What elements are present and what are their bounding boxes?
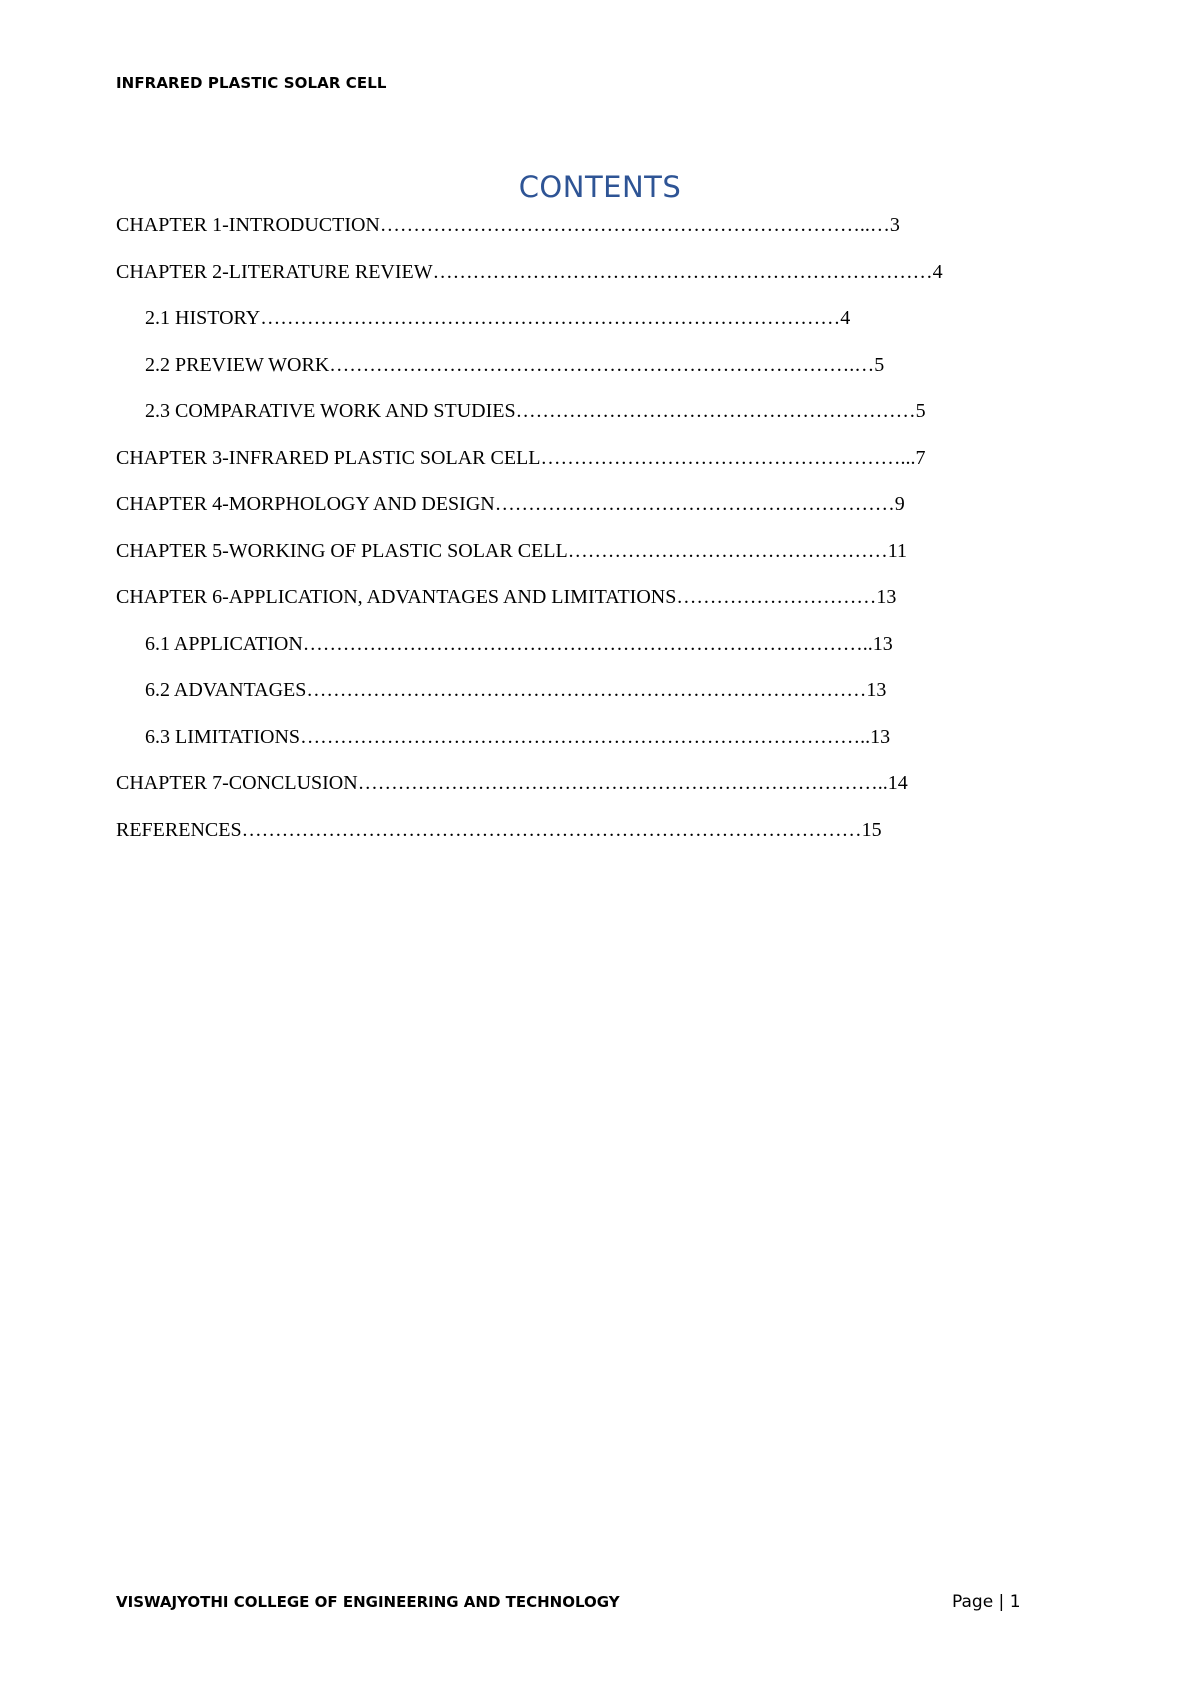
toc-entry-label: CHAPTER 5-WORKING OF PLASTIC SOLAR CELL <box>116 539 568 562</box>
toc-page-number: 4 <box>840 307 851 329</box>
contents-heading: CONTENTS <box>518 170 682 204</box>
toc-page-number: 9 <box>894 493 905 515</box>
toc-page-number: 13 <box>870 725 891 748</box>
toc-page-number: 13 <box>876 586 897 608</box>
toc-leader-dots: ………………………………………………... <box>540 446 916 469</box>
toc-leader-dots: …………………………………………………………………………… <box>260 307 841 329</box>
toc-leader-dots: …………………………………………………… <box>515 400 916 422</box>
toc-entry-label: CHAPTER 4-MORPHOLOGY AND DESIGN <box>116 493 495 515</box>
toc-page-number: 4 <box>932 260 943 283</box>
toc-entry-2-2[interactable] <box>116 350 1076 397</box>
toc-entry-label: REFERENCES <box>116 818 242 841</box>
footer-page-number: Page | 1 <box>952 1592 1021 1612</box>
toc-entry-label: 6.1 APPLICATION <box>145 632 303 655</box>
toc-entry-label: 6.2 ADVANTAGES <box>145 679 307 701</box>
toc-entry-label: CHAPTER 1-INTRODUCTION <box>116 214 380 236</box>
toc-page-number: 15 <box>861 818 882 841</box>
toc-page-number: 7 <box>915 446 926 469</box>
toc-entry-label: CHAPTER 3-INFRARED PLASTIC SOLAR CELL <box>116 446 541 469</box>
footer-institution: VISWAJYOTHI COLLEGE OF ENGINEERING AND TECHNOLOGY <box>116 1593 620 1611</box>
toc-page-number: 5 <box>915 400 926 422</box>
toc-entry-label: CHAPTER 2-LITERATURE REVIEW <box>116 260 433 283</box>
toc-entry-chapter-7[interactable] <box>116 768 1076 815</box>
toc-page-number: 11 <box>887 539 907 562</box>
toc-entry-6-2[interactable] <box>116 675 1076 722</box>
toc-entry-label: CHAPTER 6-APPLICATION, ADVANTAGES AND LIMITATIONS <box>116 586 677 608</box>
toc-entry-chapter-4[interactable] <box>116 489 1076 536</box>
running-header: INFRARED PLASTIC SOLAR CELL <box>116 74 387 92</box>
toc-leader-dots: …………………………………………………………………….… <box>329 353 875 376</box>
toc-entry-6-1[interactable] <box>116 629 1076 676</box>
toc-entry-chapter-5[interactable] <box>116 536 1076 583</box>
toc-leader-dots: …………………………………………………………………….. <box>357 772 888 794</box>
toc-entry-label: 2.2 PREVIEW WORK <box>145 353 330 376</box>
toc-entry-label: 2.3 COMPARATIVE WORK AND STUDIES <box>145 400 516 422</box>
toc-leader-dots: ………………………………………………………………………….. <box>302 632 873 655</box>
toc-entry-label: CHAPTER 7-CONCLUSION <box>116 772 358 794</box>
toc-page-number: 13 <box>866 679 887 701</box>
toc-leader-dots: ………………………………………………………………………………… <box>241 818 862 841</box>
toc-leader-dots: ………………………………………………………………… <box>432 260 933 283</box>
toc-entry-label: 6.3 LIMITATIONS <box>145 725 301 748</box>
toc-entry-references[interactable] <box>116 815 1076 862</box>
toc-leader-dots: ………………………………………………………………..… <box>379 214 890 236</box>
toc-entry-6-3[interactable] <box>116 722 1076 769</box>
toc-entry-chapter-3[interactable] <box>116 443 1076 490</box>
toc-leader-dots: ………………………………………………………………………….. <box>300 725 871 748</box>
toc-entry-chapter-6[interactable] <box>116 582 1076 629</box>
toc-entry-2-1[interactable] <box>116 303 1076 350</box>
toc-leader-dots: …………………………………………………… <box>494 493 895 515</box>
toc-entry-chapter-1[interactable] <box>116 210 1076 257</box>
toc-entry-2-3[interactable] <box>116 396 1076 443</box>
toc-page-number: 14 <box>887 772 908 794</box>
toc-leader-dots: ………………………… <box>676 586 877 608</box>
toc-page-number: 13 <box>872 632 893 655</box>
toc-leader-dots: ………………………………………… <box>567 539 888 562</box>
table-of-contents <box>116 210 1076 861</box>
toc-entry-chapter-2[interactable] <box>116 257 1076 304</box>
toc-page-number: 5 <box>874 353 885 376</box>
toc-leader-dots: ………………………………………………………………………… <box>306 679 867 701</box>
toc-page-number: 3 <box>889 214 900 236</box>
toc-entry-label: 2.1 HISTORY <box>145 307 261 329</box>
